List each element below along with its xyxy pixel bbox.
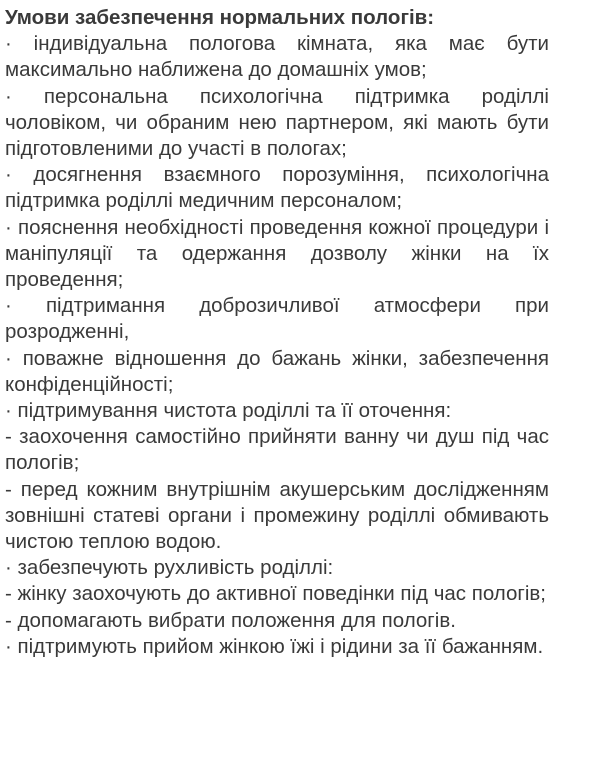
paragraph: · підтримання доброзичливої атмосфери при розродженні,	[5, 294, 549, 344]
paragraph: · пояснення необхідності проведення кожної процедури і маніпуляції та одержання дозволу жінки на їх проведення;	[5, 215, 549, 292]
paragraph: · поважне відношення до бажань жінки, забезпечення конфіденційності;	[5, 346, 549, 396]
paragraph: - допомагають вибрати положення для пологів.	[5, 608, 456, 632]
document	[5, 5, 549, 660]
paragraph: - заохочення самостійно прийняти ванну чи душ під час пологів;	[5, 425, 549, 475]
paragraph: - жінку заохочують до активної поведінки під час пологів;	[5, 582, 546, 606]
paragraph: · персональна психологічна підтримка роділлі чоловіком, чи обраним нею партнером, які мають бути підготовленими до участі в пологах;	[5, 84, 549, 161]
paragraph: · досягнення взаємного порозуміння, психологічна підтримка роділлі медичним персоналом;	[5, 163, 549, 213]
paragraph: · забезпечують рухливість роділлі:	[5, 556, 334, 580]
paragraph: - перед кожним внутрішнім акушерським дослідженням зовнішні статеві органи і промежину роділлі обмивають чистою теплою водою.	[5, 477, 549, 554]
document-title: Умови забезпечення нормальних пологів:	[5, 6, 435, 29]
paragraph: · підтримують прийом жінкою їжі і рідини за її бажанням.	[5, 634, 544, 658]
paragraph: · підтримування чистота роділлі та її оточення:	[5, 399, 452, 423]
paragraph: · індивідуальна пологова кімната, яка має бути максимально наближена до домашніх умов;	[5, 32, 549, 82]
